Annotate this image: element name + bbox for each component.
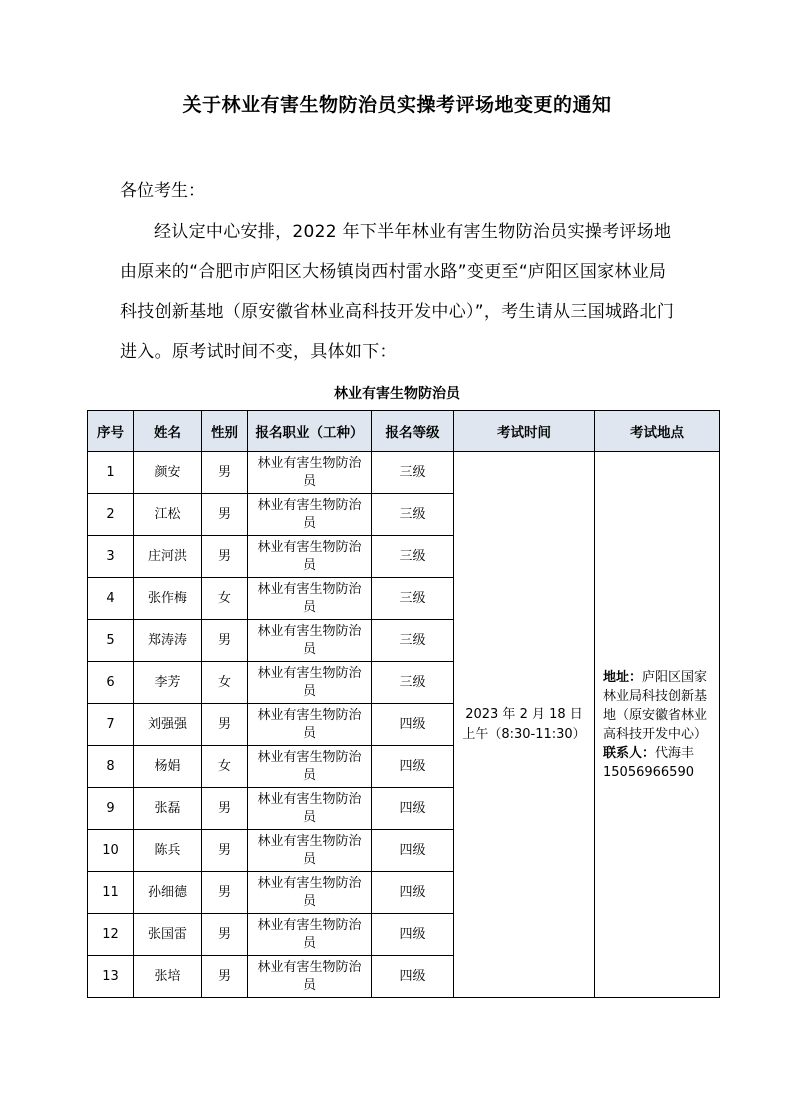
cell-job: 林业有害生物防治员 xyxy=(248,578,372,620)
candidate-table xyxy=(87,410,720,998)
cell-no: 6 xyxy=(88,662,134,704)
greeting: 各位考生： xyxy=(120,181,205,201)
cell-level: 四级 xyxy=(372,746,454,788)
address-label: 地址： xyxy=(603,669,643,685)
cell-name: 张国雷 xyxy=(134,914,202,956)
cell-no: 5 xyxy=(88,620,134,662)
table-caption: 林业有害生物防治员 xyxy=(334,386,460,402)
cell-gender: 女 xyxy=(202,746,248,788)
cell-name: 孙细德 xyxy=(134,872,202,914)
cell-level: 四级 xyxy=(372,956,454,998)
cell-gender: 男 xyxy=(202,872,248,914)
contact-name: 代海丰 xyxy=(655,745,695,761)
cell-gender: 男 xyxy=(202,830,248,872)
contact-phone: 15056966590 xyxy=(603,764,694,780)
notice-paragraph: 经认定中心安排，2022 年下半年林业有害生物防治员实操考评场地由原来的“合肥市庐阳区大杨镇岗西村雷水路”变更至“庐阳区国家林业局科技创新基地（原安徽省林业高科技开发中心）”，考生请从三国城路北门进入。原考试时间不变，具体如下： xyxy=(120,222,675,362)
cell-gender: 男 xyxy=(202,494,248,536)
cell-gender: 男 xyxy=(202,956,248,998)
cell-name: 张磊 xyxy=(134,788,202,830)
cell-no: 13 xyxy=(88,956,134,998)
exam-date: 2023 年 2 月 18 日 xyxy=(465,706,583,722)
header-gender: 性别 xyxy=(202,411,248,452)
cell-name: 陈兵 xyxy=(134,830,202,872)
cell-no: 12 xyxy=(88,914,134,956)
cell-level: 三级 xyxy=(372,494,454,536)
cell-name: 张作梅 xyxy=(134,578,202,620)
cell-job: 林业有害生物防治员 xyxy=(248,662,372,704)
table-row xyxy=(88,452,720,494)
cell-level: 三级 xyxy=(372,578,454,620)
cell-job: 林业有害生物防治员 xyxy=(248,956,372,998)
cell-name: 庄河洪 xyxy=(134,536,202,578)
cell-exam-time xyxy=(454,452,595,998)
header-no: 序号 xyxy=(88,411,134,452)
cell-no: 8 xyxy=(88,746,134,788)
cell-job: 林业有害生物防治员 xyxy=(248,788,372,830)
cell-level: 四级 xyxy=(372,704,454,746)
header-exam-place: 考试地点 xyxy=(595,411,720,452)
cell-job: 林业有害生物防治员 xyxy=(248,872,372,914)
cell-level: 四级 xyxy=(372,914,454,956)
cell-name: 郑涛涛 xyxy=(134,620,202,662)
address-value: 庐阳区国家林业局科技创新基地（原安徽省林业高科技开发中心） xyxy=(603,669,708,742)
cell-no: 9 xyxy=(88,788,134,830)
cell-name: 江松 xyxy=(134,494,202,536)
cell-job: 林业有害生物防治员 xyxy=(248,746,372,788)
cell-gender: 女 xyxy=(202,578,248,620)
cell-name: 刘强强 xyxy=(134,704,202,746)
header-exam-time: 考试时间 xyxy=(454,411,595,452)
cell-job: 林业有害生物防治员 xyxy=(248,452,372,494)
cell-level: 三级 xyxy=(372,662,454,704)
cell-gender: 男 xyxy=(202,536,248,578)
cell-no: 4 xyxy=(88,578,134,620)
cell-gender: 女 xyxy=(202,662,248,704)
contact-label: 联系人： xyxy=(603,745,656,761)
cell-gender: 男 xyxy=(202,620,248,662)
cell-level: 四级 xyxy=(372,830,454,872)
cell-level: 三级 xyxy=(372,536,454,578)
cell-job: 林业有害生物防治员 xyxy=(248,704,372,746)
cell-exam-place xyxy=(595,452,720,998)
cell-job: 林业有害生物防治员 xyxy=(248,620,372,662)
cell-gender: 男 xyxy=(202,788,248,830)
cell-name: 李芳 xyxy=(134,662,202,704)
cell-no: 10 xyxy=(88,830,134,872)
cell-gender: 男 xyxy=(202,914,248,956)
cell-level: 四级 xyxy=(372,788,454,830)
cell-gender: 男 xyxy=(202,452,248,494)
cell-no: 1 xyxy=(88,452,134,494)
table-header-row xyxy=(88,411,720,452)
cell-name: 张培 xyxy=(134,956,202,998)
page-title: 关于林业有害生物防治员实操考评场地变更的通知 xyxy=(182,94,612,116)
cell-level: 四级 xyxy=(372,872,454,914)
cell-job: 林业有害生物防治员 xyxy=(248,830,372,872)
header-name: 姓名 xyxy=(134,411,202,452)
cell-no: 11 xyxy=(88,872,134,914)
cell-name: 颜安 xyxy=(134,452,202,494)
header-job: 报名职业（工种） xyxy=(248,411,372,452)
cell-level: 三级 xyxy=(372,620,454,662)
cell-no: 3 xyxy=(88,536,134,578)
cell-no: 2 xyxy=(88,494,134,536)
header-level: 报名等级 xyxy=(372,411,454,452)
cell-gender: 男 xyxy=(202,704,248,746)
cell-name: 杨娟 xyxy=(134,746,202,788)
cell-level: 三级 xyxy=(372,452,454,494)
exam-hours: 上午（8:30-11:30） xyxy=(462,726,586,742)
cell-no: 7 xyxy=(88,704,134,746)
cell-job: 林业有害生物防治员 xyxy=(248,494,372,536)
cell-job: 林业有害生物防治员 xyxy=(248,536,372,578)
cell-job: 林业有害生物防治员 xyxy=(248,914,372,956)
